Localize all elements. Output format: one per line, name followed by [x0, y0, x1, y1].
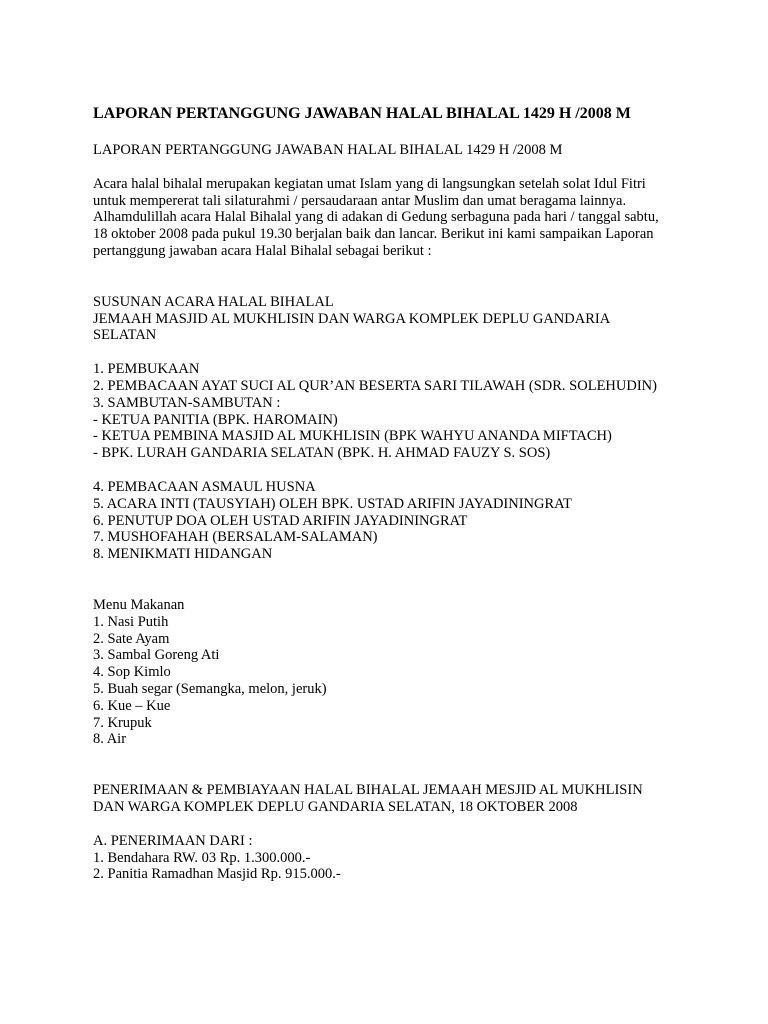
list-item: 3. SAMBUTAN-SAMBUTAN :	[93, 394, 281, 411]
menu-list	[93, 614, 673, 748]
list-item: 1. Bendahara RW. 03 Rp. 1.300.000.-	[93, 849, 311, 866]
intro-paragraph: Acara halal bihalal merupakan kegiatan umat Islam yang di langsungkan setelah solat Idul Fitri untuk mempererat tali silaturahmi / persaudaraan antar Muslim dan umat beragama lainnya. Alhamdulillah acara Halal Bihalal yang di adakan di Gedung serbaguna pada hari / tanggal sabtu, 18 oktober 2008 pada pukul 19.30 berjalan baik dan lancar. Berikut ini kami sampaikan Laporan pertanggung jawaban acara Halal Bihalal sebagai berikut :	[93, 175, 659, 259]
list-item: 2. Sate Ayam	[93, 630, 170, 647]
list-item: 4. Sop Kimlo	[93, 664, 171, 681]
list-item: 1. PEMBUKAAN	[93, 361, 200, 378]
list-item: 7. Krupuk	[93, 714, 152, 731]
list-item: 3. Sambal Goreng Ati	[93, 647, 220, 664]
list-item: 8. Air	[93, 731, 127, 748]
document-page	[93, 104, 673, 883]
document-title: LAPORAN PERTANGGUNG JAWABAN HALAL BIHALAL 1429 H /2008 M	[93, 105, 631, 122]
menu-heading: Menu Makanan	[93, 596, 185, 613]
agenda-list-a	[93, 361, 673, 462]
list-item: 7. MUSHOFAHAH (BERSALAM-SALAMAN)	[93, 529, 378, 546]
agenda-list-b	[93, 479, 673, 563]
susunan-subheading: JEMAAH MASJID AL MUKHLISIN DAN WARGA KOMPLEK DEPLU GANDARIA SELATAN	[93, 310, 610, 344]
list-item: 5. Buah segar (Semangka, melon, jeruk)	[93, 680, 327, 697]
penerimaan-list	[93, 850, 673, 884]
list-item: 6. Kue – Kue	[93, 697, 171, 714]
list-item: 1. Nasi Putih	[93, 613, 169, 630]
list-item: 8. MENIKMATI HIDANGAN	[93, 546, 273, 563]
list-item: - KETUA PEMBINA MASJID AL MUKHLISIN (BPK WAHYU ANANDA MIFTACH)	[93, 428, 612, 445]
list-item: - KETUA PANITIA (BPK. HAROMAIN)	[93, 411, 338, 428]
document-subtitle: LAPORAN PERTANGGUNG JAWABAN HALAL BIHALAL 1429 H /2008 M	[93, 142, 563, 158]
list-item: 2. Panitia Ramadhan Masjid Rp. 915.000.-	[93, 866, 341, 883]
penerimaan-heading: PENERIMAAN & PEMBIAYAAN HALAL BIHALAL JEMAAH MESJID AL MUKHLISIN DAN WARGA KOMPLEK DEPLU GANDARIA SELATAN, 18 OKTOBER 2008	[93, 782, 643, 815]
list-item: - BPK. LURAH GANDARIA SELATAN (BPK. H. AHMAD FAUZY S. SOS)	[93, 445, 551, 462]
list-item: 2. PEMBACAAN AYAT SUCI AL QUR’AN BESERTA SARI TILAWAH (SDR. SOLEHUDIN)	[93, 377, 657, 394]
list-item: 5. ACARA INTI (TAUSYIAH) OLEH BPK. USTAD ARIFIN JAYADININGRAT	[93, 495, 572, 512]
penerimaan-subheading: A. PENERIMAAN DARI :	[93, 832, 253, 849]
susunan-heading: SUSUNAN ACARA HALAL BIHALAL	[93, 293, 334, 310]
list-item: 6. PENUTUP DOA OLEH USTAD ARIFIN JAYADININGRAT	[93, 512, 468, 529]
list-item: 4. PEMBACAAN ASMAUL HUSNA	[93, 478, 316, 495]
